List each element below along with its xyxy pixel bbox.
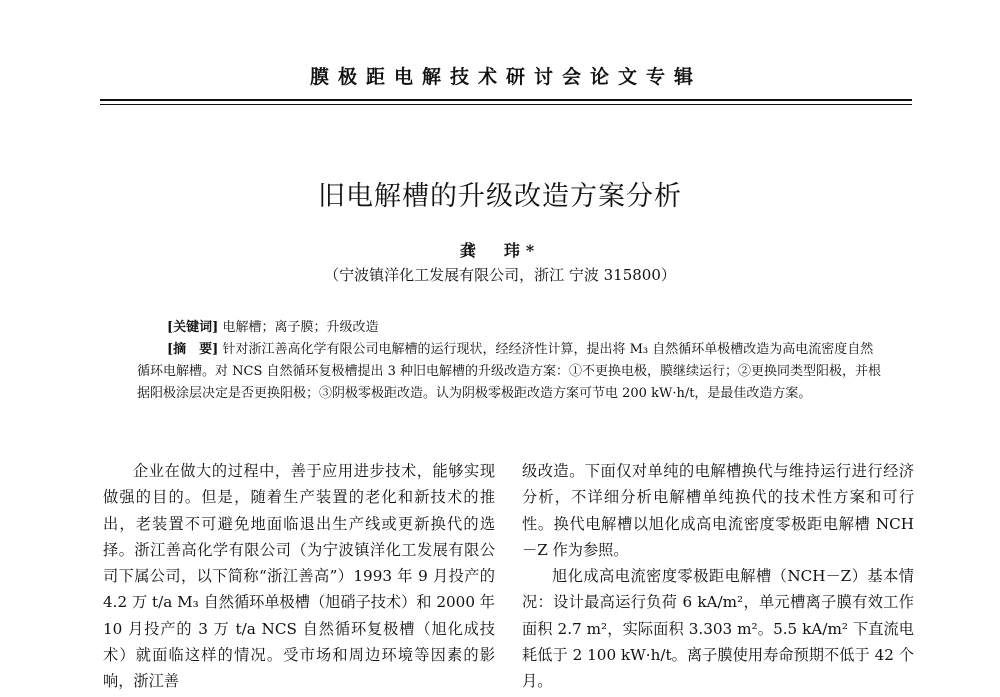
running-header: 膜极距电解技术研讨会论文专辑	[309, 66, 702, 88]
header-rule	[100, 99, 912, 105]
abstract-block	[137, 317, 885, 405]
author: 龚 玮*	[459, 241, 541, 260]
affiliation: （宁波镇洋化工发展有限公司，浙江 宁波 315800）	[324, 266, 676, 284]
right-column	[522, 458, 914, 695]
keywords-tag: [关键词]	[167, 320, 219, 335]
abstract-text: 针对浙江善高化学有限公司电解槽的运行现状，经经济性计算，提出将 M₃ 自然循环单极槽改造为高电流密度自然循环电解槽。对 NCS 自然循环复极槽提出 3 种旧电解槽的升级改造方案：①不更换电极，膜继续运行；②更换同类型阳极，并根据阳极涂层决定是否更换阳极；③阴极零极距改造。认为阴极零极距改造方案可节电 200 kW·h/t，是最佳改造方案。	[137, 342, 882, 401]
body-paragraph-1: 企业在做大的过程中，善于应用进步技术，能够实现做强的目的。但是，随着生产装置的老化和新技术的推出，老装置不可避免地面临退出生产线或更新换代的选择。浙江善高化学有限公司（为宁波镇洋化工发展有限公司下属公司，以下简称“浙江善高”）1993 年 9 月投产的 4.2 万 t/a M₃ 自然循环单极槽（旭硝子技术）和 2000 年 10 月投产的 3 万 t/a NCS 自然循环复极槽（旭化成技术）就面临这样的情况。受市场和周边环境等因素的影响，浙江善	[103, 462, 495, 691]
keywords	[137, 317, 885, 339]
body-paragraph-3: 旭化成高电流密度零极距电解槽（NCH－Z）基本情况：设计最高运行负荷 6 kA/m²，单元槽离子膜有效工作面积 2.7 m²，实际面积 3.303 m²。5.5 kA/m² 下直流电耗低于 2 100 kW·h/t。离子膜使用寿命预期不低于 42 个月。	[522, 567, 914, 691]
abstract	[137, 339, 885, 405]
left-column	[103, 458, 495, 695]
body-paragraph-2: 级改造。下面仅对单纯的电解槽换代与维持运行进行经济分析，不详细分析电解槽单纯换代的技术性方案和可行性。换代电解槽以旭化成高电流密度零极距电解槽 NCH－Z 作为参照。	[522, 462, 914, 559]
abstract-tag: [摘 要]	[167, 342, 219, 357]
article-title: 旧电解槽的升级改造方案分析	[318, 181, 682, 212]
keywords-text: 电解槽；离子膜；升级改造	[222, 320, 379, 335]
